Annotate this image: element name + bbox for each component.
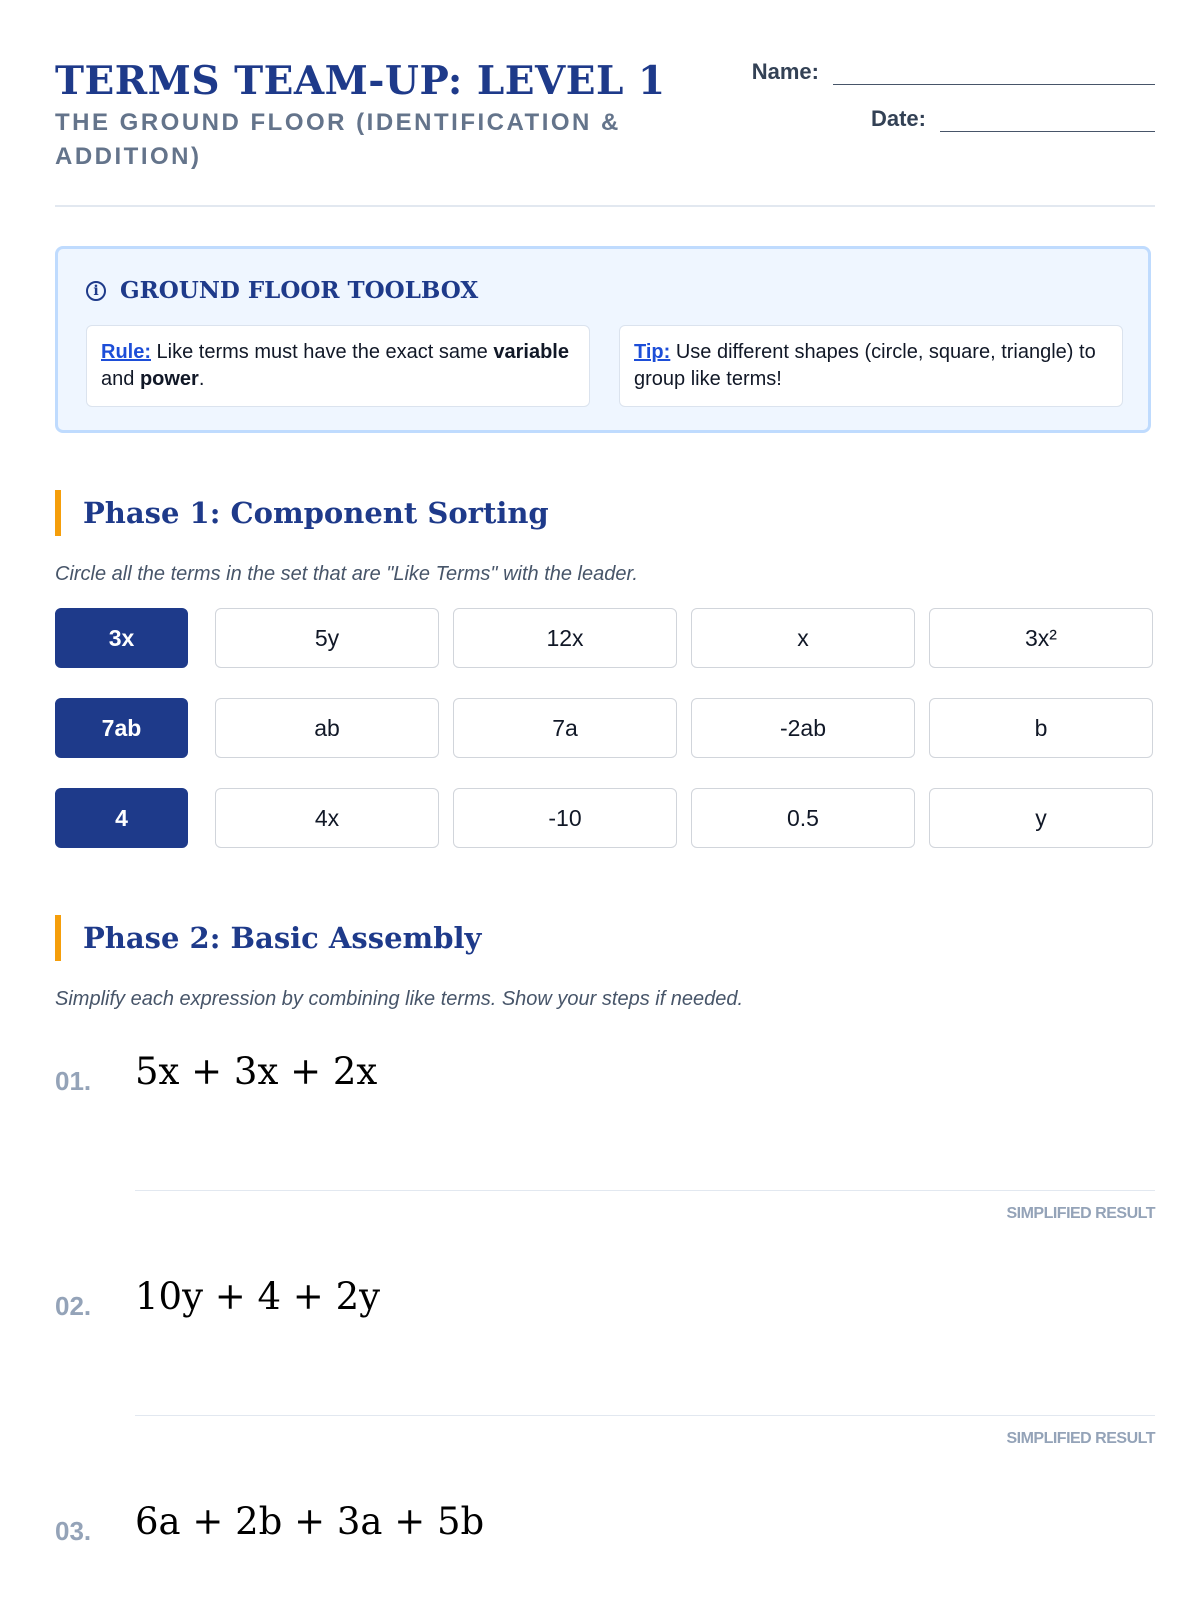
- worksheet-page: [55, 0, 1155, 1546]
- term-option[interactable]: 5y: [215, 608, 439, 668]
- info-icon: i: [86, 281, 106, 301]
- term-option[interactable]: b: [929, 698, 1153, 758]
- rule-text-before: Like terms must have the exact same: [151, 341, 494, 363]
- sort-row: [55, 788, 1155, 850]
- result-label: SIMPLIFIED RESULT: [1006, 1430, 1155, 1447]
- rule-bold-variable: variable: [493, 341, 569, 363]
- leader-term: 3x: [55, 608, 188, 668]
- rule-key: Rule:: [101, 341, 151, 363]
- worksheet-header: [55, 0, 1155, 207]
- rule-bold-power: power: [139, 368, 199, 390]
- term-option[interactable]: ab: [215, 698, 439, 758]
- date-label: Date:: [870, 106, 926, 131]
- term-option[interactable]: 3x²: [929, 608, 1153, 668]
- term-option[interactable]: -10: [453, 788, 677, 848]
- worksheet-title: TERMS TEAM-UP: LEVEL 1: [55, 58, 666, 104]
- term-option[interactable]: -2ab: [691, 698, 915, 758]
- leader-term: 4: [55, 788, 188, 848]
- answer-line[interactable]: [135, 1415, 1155, 1416]
- toolbox-panel: [55, 246, 1151, 433]
- name-field: [752, 54, 1155, 85]
- result-label: SIMPLIFIED RESULT: [1006, 1205, 1155, 1222]
- name-label: Name:: [751, 59, 819, 84]
- phase2-heading: Phase 2: Basic Assembly: [55, 915, 481, 961]
- problem-expression: 6a + 2b + 3a + 5b: [135, 1500, 485, 1543]
- toolbox-title: GROUND FLOOR TOOLBOX: [120, 277, 479, 304]
- phase1-heading: Phase 1: Component Sorting: [55, 490, 549, 536]
- rule-text-after: .: [198, 368, 205, 390]
- term-option[interactable]: 12x: [453, 608, 677, 668]
- answer-line[interactable]: [135, 1190, 1155, 1191]
- toolbox-header: [86, 277, 478, 304]
- problem-expression: 5x + 3x + 2x: [135, 1050, 378, 1093]
- term-option[interactable]: 7a: [453, 698, 677, 758]
- date-field: [871, 101, 1155, 132]
- problem-number: 03.: [55, 1516, 92, 1546]
- term-option[interactable]: x: [691, 608, 915, 668]
- tip-key: Tip:: [634, 341, 671, 363]
- name-blank-line[interactable]: [833, 54, 1155, 85]
- tip-card: [619, 325, 1123, 407]
- term-option[interactable]: y: [929, 788, 1153, 848]
- leader-term: 7ab: [55, 698, 188, 758]
- rule-card: [86, 325, 590, 407]
- phase2-instruction: Simplify each expression by combining like terms. Show your steps if needed.: [55, 988, 744, 1010]
- problem-number: 01.: [55, 1066, 92, 1096]
- rule-text-mid: and: [101, 368, 140, 390]
- sort-row: [55, 698, 1155, 760]
- term-option[interactable]: 0.5: [691, 788, 915, 848]
- problem-expression: 10y + 4 + 2y: [135, 1275, 381, 1318]
- sort-row: [55, 608, 1155, 670]
- term-option[interactable]: 4x: [215, 788, 439, 848]
- tip-text: Use different shapes (circle, square, triangle) to group like terms!: [634, 341, 1096, 390]
- problem-number: 02.: [55, 1291, 92, 1321]
- date-blank-line[interactable]: [940, 101, 1155, 132]
- worksheet-subtitle: THE GROUND FLOOR (IDENTIFICATION & ADDITION): [55, 109, 621, 170]
- phase1-instruction: Circle all the terms in the set that are "Like Terms" with the leader.: [55, 563, 638, 585]
